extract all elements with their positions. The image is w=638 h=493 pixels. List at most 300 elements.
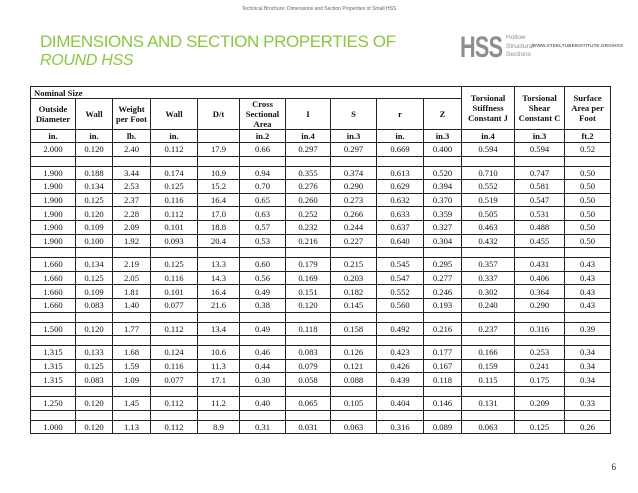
table-cell: 0.116 [151,271,198,285]
spacer-cell [286,248,331,258]
table-cell: 0.134 [76,180,113,194]
table-cell: 0.52 [565,143,611,157]
unit-cell: in.3 [331,130,377,143]
table-cell: 2.000 [31,143,76,157]
table-cell: 0.077 [151,298,198,312]
unit-cell: in. [377,130,424,143]
table-cell: 0.125 [76,359,113,373]
spacer-cell [424,156,462,166]
brand-url: WWW.STEELTUBEINSTITUTE.ORG/HSS [532,44,624,49]
table-row [31,193,611,207]
table-cell: 0.241 [515,359,565,373]
unit-cell [198,130,240,143]
table-cell: 0.115 [462,373,515,387]
unit-cell: in.3 [424,130,462,143]
table-row [31,166,611,180]
table-cell: 1.315 [31,346,76,360]
table-cell: 0.031 [286,420,331,434]
table-cell: 0.203 [331,271,377,285]
table-cell: 0.519 [462,193,515,207]
spacer-cell [424,248,462,258]
table-cell: 1.660 [31,285,76,299]
page-number: 6 [611,462,616,472]
table-cell: 0.089 [424,420,462,434]
table-cell: 0.43 [565,285,611,299]
spacer-cell [565,386,611,396]
table-cell: 0.227 [331,234,377,248]
table-cell: 0.364 [515,285,565,299]
table-cell: 3.44 [113,166,151,180]
table-cell: 1.315 [31,359,76,373]
table-cell: 0.613 [377,166,424,180]
table-cell: 0.316 [515,322,565,336]
spacer-cell [31,386,76,396]
table-cell: 0.112 [151,207,198,221]
table-row [31,234,611,248]
page-title: DIMENSIONS AND SECTION PROPERTIES OF [40,32,396,51]
table-cell: 0.426 [377,359,424,373]
table-cell: 1.660 [31,258,76,272]
column-header: Weight per Foot [113,99,151,130]
table-cell: 0.404 [377,396,424,410]
spacer-cell [424,386,462,396]
table-cell: 1.40 [113,298,151,312]
table-cell: 1.250 [31,396,76,410]
spacer-cell [31,312,76,322]
table-cell: 0.124 [151,346,198,360]
table-cell: 0.44 [240,359,286,373]
table-cell: 0.209 [515,396,565,410]
column-header: Cross Sectional Area [240,99,286,130]
table-cell: 0.290 [515,298,565,312]
unit-cell: in.2 [240,130,286,143]
table-cell: 0.547 [377,271,424,285]
table-row [31,143,611,157]
table-cell: 0.252 [286,207,331,221]
table-cell: 0.60 [240,258,286,272]
table-cell: 0.669 [377,143,424,157]
table-cell: 0.125 [515,420,565,434]
spacer-cell [565,248,611,258]
table-cell: 11.2 [198,396,240,410]
table-cell: 0.439 [377,373,424,387]
table-cell: 2.09 [113,220,151,234]
table-cell: 0.463 [462,220,515,234]
spacer-cell [424,336,462,346]
spacer-cell [198,336,240,346]
spacer-cell [565,336,611,346]
unit-cell: in. [76,130,113,143]
table-cell: 0.50 [565,234,611,248]
table-cell: 0.400 [424,143,462,157]
table-row [31,220,611,234]
table-cell: 0.488 [515,220,565,234]
table-cell: 0.116 [151,193,198,207]
column-header: Surface Area per Foot [565,87,611,130]
table-cell: 0.40 [240,396,286,410]
table-cell: 0.240 [462,298,515,312]
table-cell: 10.6 [198,346,240,360]
hss-logo: HSS [460,31,503,64]
table-cell: 0.327 [424,220,462,234]
brand-tagline-line: Sections [506,51,531,58]
unit-cell: in. [31,130,76,143]
table-cell: 1.900 [31,166,76,180]
spacer-cell [113,312,151,322]
table-cell: 1.900 [31,193,76,207]
spacer-cell [240,336,286,346]
table-cell: 1.92 [113,234,151,248]
unit-cell: ft.2 [565,130,611,143]
table-cell: 0.581 [515,180,565,194]
spacer-cell [151,312,198,322]
table-cell: 0.083 [76,373,113,387]
table-cell: 0.431 [515,258,565,272]
spacer-cell [286,410,331,420]
table-cell: 0.374 [331,166,377,180]
group-spacer-row [31,410,611,420]
table-cell: 0.237 [462,322,515,336]
table-cell: 0.118 [424,373,462,387]
table-cell: 0.63 [240,207,286,221]
table-cell: 0.253 [515,346,565,360]
group-spacer-row [31,156,611,166]
table-row [31,207,611,221]
table-cell: 0.34 [565,359,611,373]
spacer-cell [240,386,286,396]
table-cell: 1.000 [31,420,76,434]
table-cell: 1.77 [113,322,151,336]
spacer-cell [113,386,151,396]
table-cell: 0.167 [424,359,462,373]
table-cell: 0.633 [377,207,424,221]
column-header: Torsional Shear Constant C [515,87,565,130]
table-cell: 10.9 [198,166,240,180]
table-cell: 0.112 [151,396,198,410]
table-cell: 1.315 [31,373,76,387]
table-cell: 1.660 [31,298,76,312]
table-cell: 0.552 [462,180,515,194]
spacer-cell [76,248,113,258]
table-cell: 16.4 [198,285,240,299]
table-cell: 13.3 [198,258,240,272]
table-cell: 0.112 [151,322,198,336]
table-cell: 0.316 [377,420,424,434]
table-cell: 0.34 [565,346,611,360]
table-cell: 0.109 [76,285,113,299]
table-cell: 0.105 [331,396,377,410]
table-row [31,271,611,285]
table-cell: 0.093 [151,234,198,248]
unit-cell: in.4 [286,130,331,143]
spacer-cell [113,248,151,258]
table-cell: 0.56 [240,271,286,285]
table-cell: 11.3 [198,359,240,373]
table-cell: 0.355 [286,166,331,180]
table-cell: 0.66 [240,143,286,157]
table-row [31,180,611,194]
table-cell: 0.146 [424,396,462,410]
table-cell: 0.083 [76,298,113,312]
spacer-cell [286,386,331,396]
table-cell: 0.175 [515,373,565,387]
spacer-cell [286,156,331,166]
spacer-cell [286,336,331,346]
spacer-cell [331,248,377,258]
spacer-cell [151,156,198,166]
units-row [31,130,611,143]
table-cell: 0.370 [424,193,462,207]
table-cell: 0.302 [462,285,515,299]
table-cell: 0.133 [76,346,113,360]
spacer-cell [151,248,198,258]
table-cell: 0.216 [424,322,462,336]
table-cell: 1.900 [31,220,76,234]
table-cell: 0.118 [286,322,331,336]
table-cell: 0.277 [424,271,462,285]
table-cell: 0.50 [565,193,611,207]
table-row [31,298,611,312]
group-spacer-row [31,336,611,346]
table-cell: 0.101 [151,220,198,234]
spacer-cell [462,336,515,346]
table-cell: 0.43 [565,298,611,312]
column-header: S [331,99,377,130]
table-cell: 0.43 [565,271,611,285]
unit-cell: in. [151,130,198,143]
brand-tagline-line: Hollow [506,34,526,41]
table-cell: 0.125 [76,193,113,207]
table-cell: 0.125 [151,180,198,194]
table-cell: 0.637 [377,220,424,234]
table-cell: 0.304 [424,234,462,248]
column-header: D/t [198,99,240,130]
spacer-cell [198,156,240,166]
table-row [31,359,611,373]
table-cell: 0.063 [331,420,377,434]
table-cell: 0.552 [377,285,424,299]
column-header: Z [424,99,462,130]
table-header-row [31,87,611,99]
table-cell: 0.260 [286,193,331,207]
table-cell: 0.120 [76,322,113,336]
table-cell: 0.640 [377,234,424,248]
table-cell: 0.112 [151,143,198,157]
table-cell: 0.34 [565,373,611,387]
table-cell: 0.145 [331,298,377,312]
table-cell: 1.900 [31,180,76,194]
spacer-cell [151,336,198,346]
table-cell: 0.46 [240,346,286,360]
table-cell: 0.53 [240,234,286,248]
spacer-cell [515,410,565,420]
table-cell: 0.49 [240,285,286,299]
spacer-cell [76,156,113,166]
spacer-cell [113,410,151,420]
spacer-cell [151,386,198,396]
table-cell: 0.290 [331,180,377,194]
table-cell: 1.900 [31,207,76,221]
table-cell: 0.193 [424,298,462,312]
spacer-cell [76,312,113,322]
table-cell: 0.57 [240,220,286,234]
table-cell: 0.079 [286,359,331,373]
spacer-cell [31,248,76,258]
table-cell: 0.120 [286,298,331,312]
table-cell: 0.359 [424,207,462,221]
spacer-cell [113,336,151,346]
table-cell: 0.126 [331,346,377,360]
brand-tagline [506,34,534,60]
table-cell: 0.100 [76,234,113,248]
table-cell: 0.244 [331,220,377,234]
table-cell: 0.505 [462,207,515,221]
table-cell: 0.50 [565,207,611,221]
group-spacer-row [31,248,611,258]
table-cell: 17.1 [198,373,240,387]
nominal-size-header: Nominal Size [31,87,462,99]
column-header: r [377,99,424,130]
spacer-cell [151,410,198,420]
table-cell: 0.120 [76,420,113,434]
table-cell: 0.134 [76,258,113,272]
table-cell: 0.182 [331,285,377,299]
spacer-cell [424,312,462,322]
table-cell: 0.077 [151,373,198,387]
table-row [31,322,611,336]
spacer-cell [515,156,565,166]
properties-table-wrapper [30,86,610,434]
table-row [31,396,611,410]
table-cell: 0.158 [331,322,377,336]
table-cell: 0.112 [151,420,198,434]
table-cell: 0.131 [462,396,515,410]
table-cell: 20.4 [198,234,240,248]
table-cell: 16.4 [198,193,240,207]
spacer-cell [113,156,151,166]
table-cell: 0.120 [76,143,113,157]
properties-table [30,86,611,434]
spacer-cell [31,336,76,346]
spacer-cell [240,410,286,420]
group-spacer-row [31,386,611,396]
column-header: Torsional Stiffness Constant J [462,87,515,130]
table-cell: 0.33 [565,396,611,410]
spacer-cell [377,248,424,258]
spacer-cell [462,312,515,322]
spacer-cell [377,312,424,322]
column-header: Outside Diameter [31,99,76,130]
table-cell: 0.406 [515,271,565,285]
table-cell: 0.125 [151,258,198,272]
table-cell: 0.109 [76,220,113,234]
table-cell: 1.59 [113,359,151,373]
column-header: I [286,99,331,130]
table-cell: 0.545 [377,258,424,272]
table-cell: 0.088 [331,373,377,387]
table-cell: 1.81 [113,285,151,299]
spacer-cell [565,312,611,322]
table-cell: 1.900 [31,234,76,248]
table-cell: 2.53 [113,180,151,194]
spacer-cell [331,336,377,346]
table-cell: 2.40 [113,143,151,157]
table-cell: 0.101 [151,285,198,299]
table-cell: 0.632 [377,193,424,207]
table-cell: 2.19 [113,258,151,272]
table-cell: 0.266 [331,207,377,221]
spacer-cell [515,386,565,396]
table-cell: 0.594 [515,143,565,157]
spacer-cell [377,156,424,166]
table-cell: 0.177 [424,346,462,360]
column-header: Wall [151,99,198,130]
table-cell: 17.0 [198,207,240,221]
spacer-cell [515,336,565,346]
table-cell: 0.188 [76,166,113,180]
table-cell: 8.9 [198,420,240,434]
table-cell: 0.629 [377,180,424,194]
table-cell: 0.394 [424,180,462,194]
spacer-cell [331,312,377,322]
spacer-cell [462,248,515,258]
spacer-cell [462,410,515,420]
table-cell: 0.151 [286,285,331,299]
spacer-cell [377,410,424,420]
spacer-cell [377,336,424,346]
column-header: Wall [76,99,113,130]
table-cell: 1.660 [31,271,76,285]
spacer-cell [331,410,377,420]
table-cell: 2.28 [113,207,151,221]
table-row [31,373,611,387]
table-cell: 0.169 [286,271,331,285]
table-cell: 14.3 [198,271,240,285]
spacer-cell [31,156,76,166]
unit-cell: in.4 [462,130,515,143]
table-cell: 0.49 [240,322,286,336]
table-cell: 0.26 [565,420,611,434]
spacer-cell [31,410,76,420]
title-block [40,32,396,70]
table-cell: 0.65 [240,193,286,207]
table-cell: 0.50 [565,180,611,194]
table-body [31,130,611,434]
spacer-cell [240,248,286,258]
table-cell: 13.4 [198,322,240,336]
spacer-cell [76,386,113,396]
table-cell: 0.063 [462,420,515,434]
table-cell: 0.179 [286,258,331,272]
table-cell: 0.121 [331,359,377,373]
table-row [31,346,611,360]
table-cell: 0.520 [424,166,462,180]
table-cell: 0.531 [515,207,565,221]
table-cell: 0.39 [565,322,611,336]
table-cell: 18.8 [198,220,240,234]
table-cell: 1.500 [31,322,76,336]
spacer-cell [240,312,286,322]
table-cell: 0.216 [286,234,331,248]
table-cell: 0.50 [565,166,611,180]
spacer-cell [331,156,377,166]
table-cell: 0.50 [565,220,611,234]
table-cell: 0.30 [240,373,286,387]
spacer-cell [565,156,611,166]
table-cell: 0.273 [331,193,377,207]
table-cell: 0.297 [331,143,377,157]
table-cell: 1.13 [113,420,151,434]
